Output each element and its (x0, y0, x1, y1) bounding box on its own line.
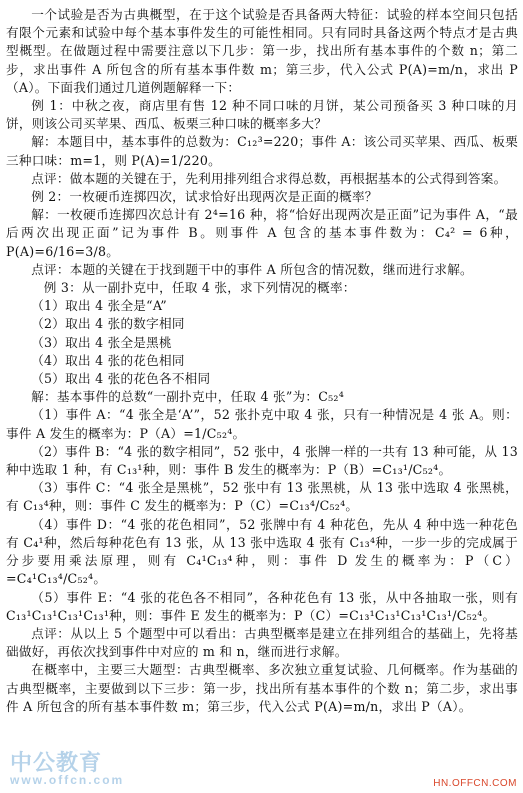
example-3-case-2: （2）取出 4 张的数字相同 (31, 316, 185, 332)
example-3-case-1: （1）取出 4 张全是“A” (31, 298, 167, 314)
example-3-case-5: （5）取出 4 张的花色各不相同 (31, 371, 211, 387)
offcn-logo-watermark (10, 746, 124, 787)
example-3-case-3: （3）取出 4 张全是黑桃 (31, 334, 172, 350)
example-3-case-4: （4）取出 4 张的花色相同 (31, 352, 185, 368)
example-3-solution-intro: 解：基本事件的总数“一副扑克中，任取 4 张”为：C₅₂⁴ (31, 389, 344, 405)
article-body (6, 6, 518, 716)
example-1-comment: 点评：做本题的关键在于，先利用排列组合求得总数，再根据基本的公式得到答案。 (31, 170, 507, 186)
example-3-answer-2: （2）事件 B：“4 张的数字相同”，52 张中，4 张牌一样的一共有 13 种可能，从 13 种中选取 1 种，有 C₁₃¹种，则：事件 B 发生的概率为：P（B）=C₁₃¹/C₅₂⁴。 (6, 443, 518, 478)
example-3-answer-4: （4）事件 D：“4 张的花色相同”，52 张牌中有 4 种花色，先从 4 种中选一种花色有 C₄¹种，然后每种花色有 13 张，从 13 张中选取 4 张有 C₁₃⁴种，一步一步的完成属于分步要用乘法原理，则有 C₄¹C₁₃⁴种，则：事件 D 发生的概率为：P（C）=C₄¹C₁₃⁴/C₅₂⁴。 (6, 516, 518, 587)
example-3-comment: 点评：从以上 5 个题型中可以看出：古典型概率是建立在排列组合的基础上，先将基础做好，再依次找到事件中对应的 m 和 n，继而进行求解。 (6, 625, 518, 660)
example-3-answer-1: （1）事件 A：“4 张全是‘A’”，52 张扑克中取 4 张，只有一种情况是 4 张 A。则：事件 A 发生的概率为：P（A）=1/C₅₂⁴。 (6, 407, 518, 441)
example-2-question: 例 2：一枚硬币连掷四次，试求恰好出现两次是正面的概率？ (31, 189, 378, 205)
example-3-answer-3: （3）事件 C：“4 张全是黑桃”，52 张中有 13 张黑桃，从 13 张中选取 4 张黑桃，有 C₁₃⁴种，则：事件 C 发生的概率为：P（C）=C₁₃⁴/C₅₂⁴。 (6, 480, 518, 514)
intro-paragraph: 一个试验是否为古典概型，在于这个试验是否具备两大特征：试验的样本空间只包括有限个元素和试验中每个基本事件发生的可能性相同。只有同时具备这两个特点才是古典型概型。在做题过程中需要注意以下几步：第一步，找出所有基本事件的个数 n；第二步，求出事件 A 所包含的所有基本事件数 m；第三步，代入公式 P(A)=m/n，求出 P（A）。下面我们通过几道例题解释一下： (6, 7, 518, 95)
example-1-question: 例 1：中秋之夜，商店里有售 12 种不同口味的月饼，某公司预备买 3 种口味的月饼，则该公司买苹果、西瓜、板栗三种口味的概率多大？ (6, 98, 518, 132)
example-1-solution: 解：本题目中，基本事件的总数为：C₁₂³=220；事件 A：该公司买苹果、西瓜、板栗三种口味：m=1，则 P(A)=1/220。 (6, 134, 518, 168)
example-3-answer-5: （5）事件 E：“4 张的花色各不相同”，各种花色有 13 张，从中各抽取一张，则有 C₁₃¹C₁₃¹C₁₃¹C₁₃¹种，则：事件 E 发生的概率为：P（C）=C₁₃¹C₁₃¹C₁₃¹C₁₃¹/C₅₂⁴。 (6, 589, 518, 623)
watermark-brand: 中公教育 (10, 750, 103, 775)
summary-paragraph: 在概率中，主要三大题型：古典型概率、多次独立重复试验、几何概率。作为基础的古典型概率，主要做到以下三步：第一步，找出所有基本事件的个数 n；第二步，求出事件 A 所包含的所有基本事件数 m；第三步，代入公式 P(A)=m/n，求出 P（A）。 (6, 662, 518, 714)
example-3-question: 例 3：从一副扑克中，任取 4 张，求下列情况的概率： (43, 280, 356, 296)
example-2-comment: 点评：本题的关键在于找到题干中的事件 A 所包含的情况数，继而进行求解。 (31, 261, 473, 277)
watermark-url: www.offcn.com (10, 773, 125, 787)
example-2-solution: 解：一枚硬币连掷四次总计有 2⁴=16 种，将“恰好出现两次是正面”记为事件 A，“最后两次出现正面”记为事件 B。则事件 A 包含的基本事件数为：C₄² = 6种，P(A)=6/16=3/8。 (6, 207, 518, 259)
site-watermark: HN.OFFCN.COM (433, 778, 517, 789)
